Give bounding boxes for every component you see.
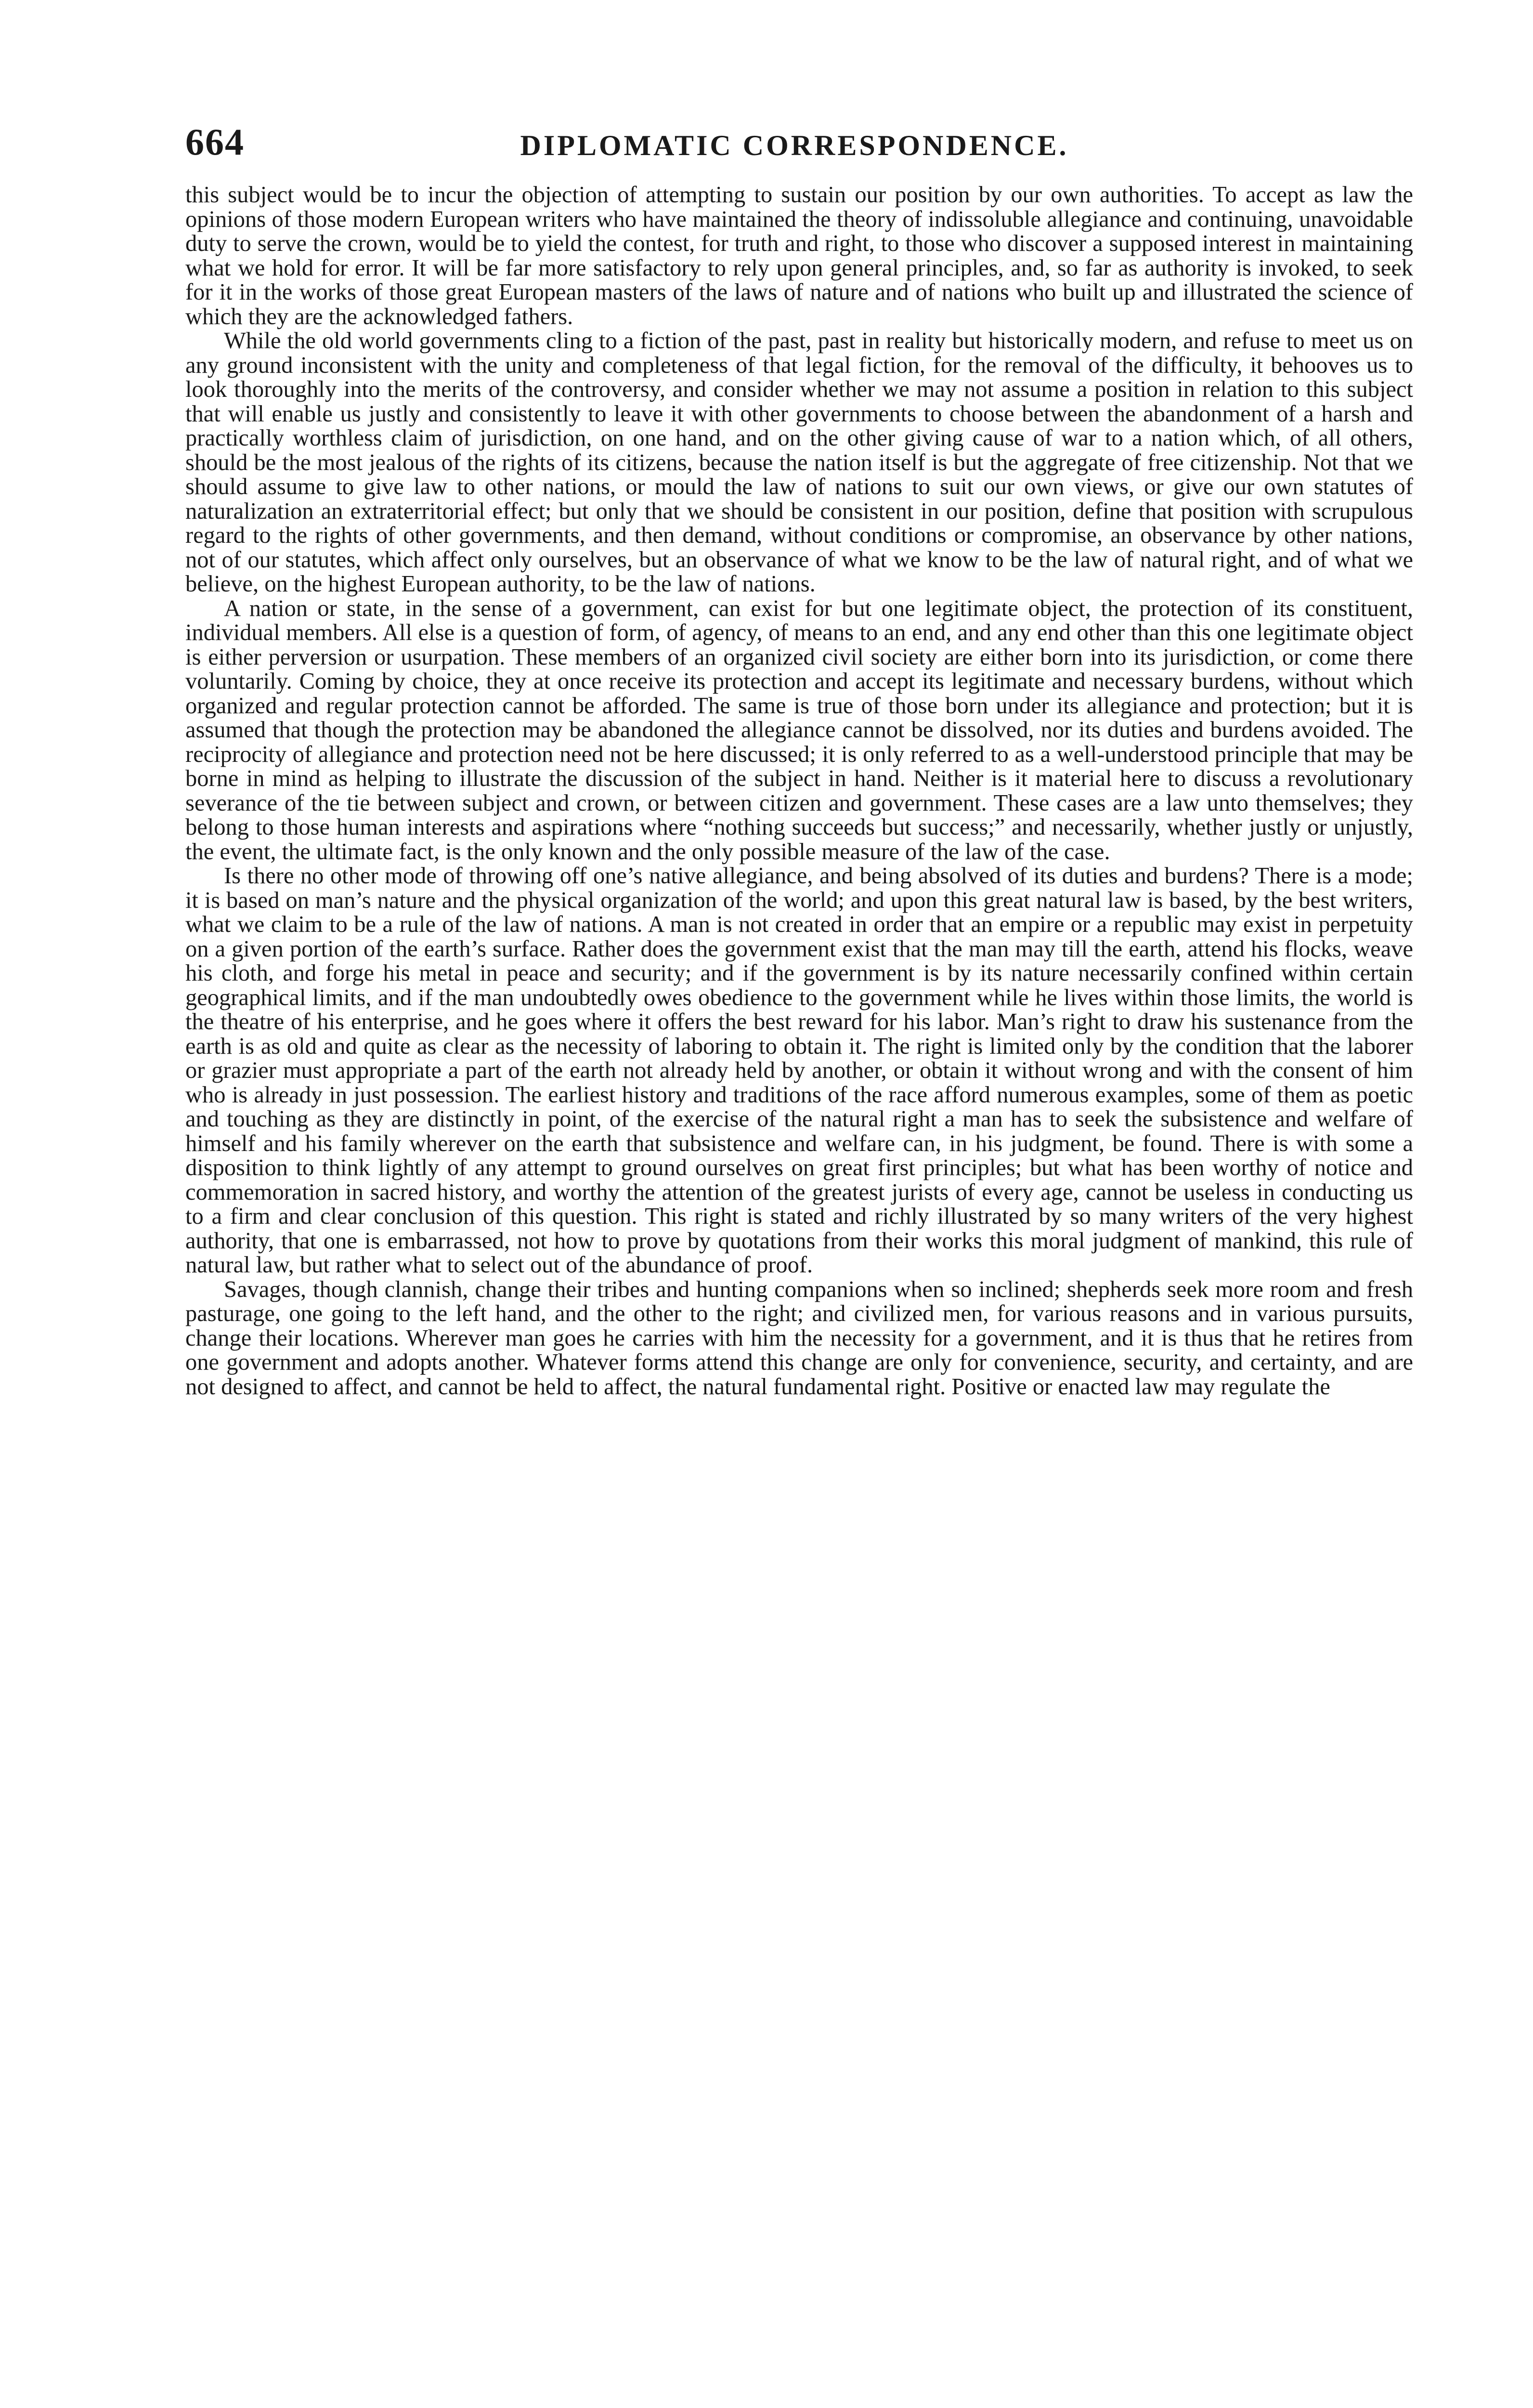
running-head bbox=[164, 111, 1425, 178]
document-page bbox=[164, 111, 1425, 2408]
page-number: 664 bbox=[185, 121, 245, 163]
paragraph: Savages, though clannish, change their tribes and hunting companions when so inclined; shepherds seek more room and fresh pasturage, one going to the left hand, and the other to the right; and civilized men, for various reasons and in various pursuits, change their locations. Wherever man goes he carries with him the necessity for a government, and it is thus that he retires from one government and adopts another. Whatever forms attend this change are only for convenience, security, and certainty, and are not designed to affect, and cannot be held to affect, the natural fundamental right. Positive or enacted law may regulate the bbox=[185, 1276, 1413, 1400]
running-title: DIPLOMATIC CORRESPONDENCE. bbox=[520, 130, 1069, 161]
paragraph: this subject would be to incur the objection of attempting to sustain our position by our own authorities. To accept as law the opinions of those modern European writers who have maintained the theory of indissoluble allegiance and continuing, unavoidable duty to serve the crown, would be to yield the contest, for truth and right, to those who discover a supposed interest in maintaining what we hold for error. It will be far more satisfactory to rely upon general principles, and, so far as authority is invoked, to seek for it in the works of those great European masters of the laws of nature and of nations who built up and illustrated the science of which they are the acknowledged fathers. bbox=[185, 182, 1413, 329]
paragraph: A nation or state, in the sense of a government, can exist for but one legitimate object, the protection of its constituent, individual members. All else is a question of form, of agency, of means to an end, and any end other than this one legitimate object is either perversion or usurpation. These members of an organized civil society are either born into its jurisdiction, or come there voluntarily. Coming by choice, they at once receive its protection and accept its legitimate and necessary burdens, without which organized and regular protection cannot be afforded. The same is true of those born under its allegiance and protection; but it is assumed that though the protection may be abandoned the allegiance cannot be dissolved, nor its duties and burdens avoided. The reciprocity of allegiance and protection need not be here discussed; it is only referred to as a well-understood principle that may be borne in mind as helping to illustrate the discussion of the subject in hand. Neither is it material here to discuss a revolutionary severance of the tie between subject and crown, or between citizen and government. These cases are a law unto themselves; they belong to those human interests and aspirations where “nothing succeeds but success;” and necessarily, whether justly or unjustly, the event, the ultimate fact, is the only known and the only possible measure of the law of the case. bbox=[185, 595, 1413, 864]
paragraph: Is there no other mode of throwing off one’s native allegiance, and being absolved of its duties and burdens? There is a mode; it is based on man’s nature and the physical organization of the world; and upon this great natural law is based, by the best writers, what we claim to be a rule of the law of nations. A man is not created in order that an empire or a republic may exist in perpetuity on a given portion of the earth’s surface. Rather does the government exist that the man may till the earth, attend his flocks, weave his cloth, and forge his metal in peace and security; and if the government is by its nature necessarily confined within certain geographical limits, and if the man undoubtedly owes obedience to the government while he lives within those limits, the world is the theatre of his enterprise, and he goes where it offers the best reward for his labor. Man’s right to draw his sustenance from the earth is as old and quite as clear as the necessity of laboring to obtain it. The right is limited only by the condition that the laborer or grazier must appropriate a part of the earth not already held by another, or obtain it without wrong and with the consent of him who is already in just possession. The earliest history and traditions of the race afford numerous examples, some of them as poetic and touching as they are distinctly in point, of the exercise of the natural right a man has to seek the subsistence and welfare of himself and his family wherever on the earth that subsistence and welfare can, in his judgment, be found. There is with some a disposition to think lightly of any attempt to ground ourselves on great first principles; but what has been worthy of notice and commemoration in sacred history, and worthy the attention of the greatest jurists of every age, cannot be useless in conducting us to a firm and clear conclusion of this question. This right is stated and richly illustrated by so many writers of the very highest authority, that one is embarrassed, not how to prove by quotations from their works this moral judgment of mankind, this rule of natural law, but rather what to select out of the abundance of proof. bbox=[185, 863, 1413, 1278]
body-text bbox=[164, 183, 1425, 1399]
paragraph: While the old world governments cling to a fiction of the past, past in reality but historically modern, and refuse to meet us on any ground inconsistent with the unity and completeness of that legal fiction, for the removal of the difficulty, it behooves us to look thoroughly into the merits of the controversy, and consider whether we may not assume a position in relation to this subject that will enable us justly and consistently to leave it with other governments to choose between the abandonment of a harsh and practically worthless claim of jurisdiction, on one hand, and on the other giving cause of war to a nation which, of all others, should be the most jealous of the rights of its citizens, because the nation itself is but the aggregate of free citizenship. Not that we should assume to give law to other nations, or mould the law of nations to suit our own views, or give our own statutes of naturalization an extraterritorial effect; but only that we should be consistent in our position, define that position with scrupulous regard to the rights of other governments, and then demand, without conditions or compromise, an observance by other nations, not of our statutes, which affect only ourselves, but an observance of what we know to be the law of natural right, and of what we believe, on the highest European authority, to be the law of nations. bbox=[185, 328, 1413, 597]
